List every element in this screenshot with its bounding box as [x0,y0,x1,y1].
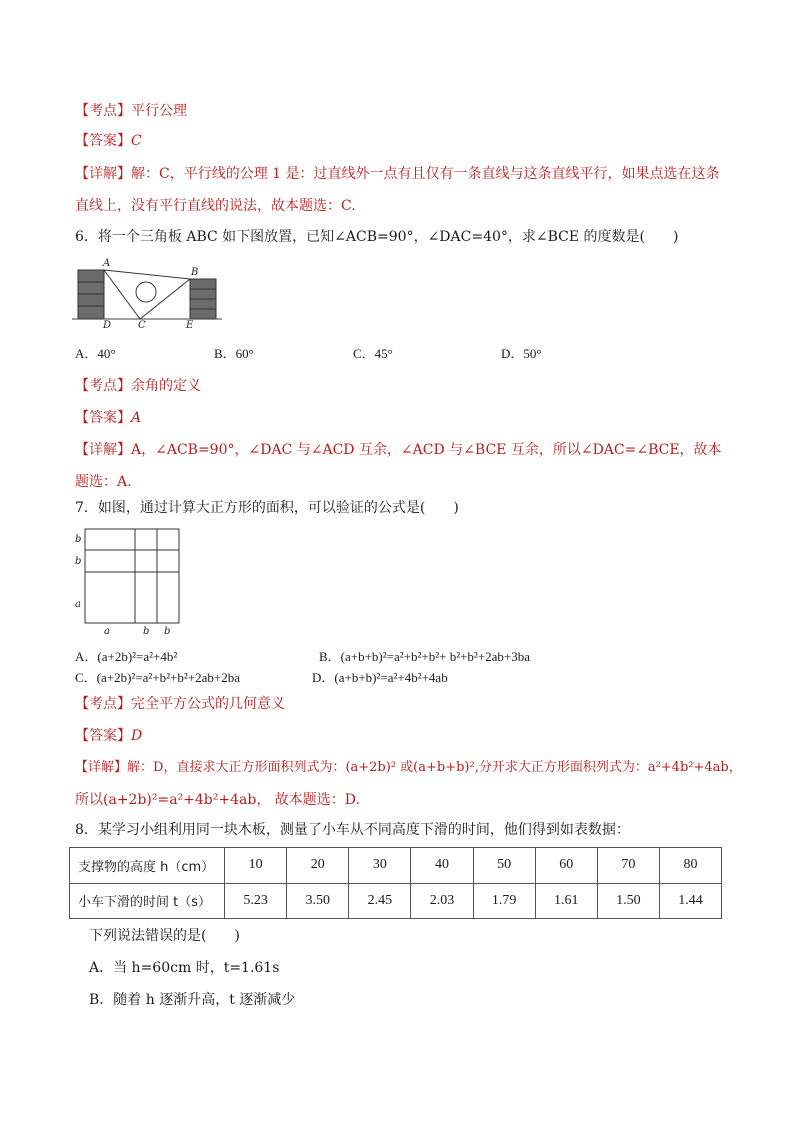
explain-tag: 【详解】 [75,760,128,775]
explain-text: A，∠ACB=90°，∠DAC 与∠ACD 互余，∠ACD 与∠BCE 互余，所以∠DAC=∠BCE，故本 [131,442,722,458]
q7-option-b[interactable]: B．(a+b+b)²=a²+b²+b²+ b²+b²+2ab+3ba [319,649,531,664]
row-head-time: 小车下滑的时间 t（s） [70,883,225,919]
left-block-stack [78,270,104,319]
q6-stem: 6．将一个三角板 ABC 如下图放置，已知∠ACB=90°，∠DAC=40°，求∠BCE 的度数是( ) [75,229,679,245]
table-cell: 60 [535,848,597,884]
answer-text: D [131,728,143,744]
table-row-time [70,883,722,919]
answer-tag: 【答案】 [75,728,131,744]
q6-explain-line1 [75,440,722,460]
big-square [85,529,179,623]
right-block-stack [190,279,216,319]
left-label-b1: b [75,534,82,545]
table-cell: 80 [659,848,721,884]
table-cell: 30 [349,848,411,884]
table-cell: 10 [225,848,287,884]
q8-option-a[interactable]: A．当 h=60cm 时，t=1.61s [89,960,280,976]
label-c: C [138,320,146,331]
q6-kaodian-line [75,376,201,396]
kaodian-tag: 【考点】 [75,696,131,712]
answer-text: C [131,133,142,149]
explain-tag: 【详解】 [75,442,131,458]
kaodian-tag: 【考点】 [75,378,131,394]
q6-option-b[interactable]: B．60° [214,346,254,361]
q5-explain-line2: 直线上，没有平行直线的说法，故本题选：C. [75,198,356,214]
q6-option-c[interactable]: C．45° [353,346,393,361]
row-head-height: 支撑物的高度 h（cm） [70,848,225,884]
left-label-a: a [75,599,81,610]
q7-answer-line [75,726,142,746]
q7-option-c[interactable]: C．(a+2b)²=a²+b²+b²+2ab+2ba [75,670,240,685]
bottom-label-b2: b [164,626,171,637]
kaodian-text: 余角的定义 [131,378,201,394]
q6-figure [72,258,222,336]
answer-tag: 【答案】 [75,410,131,426]
table-row-height [70,848,722,884]
q7-stem: 7．如图，通过计算大正方形的面积，可以验证的公式是( ) [75,500,459,516]
table-cell: 1.44 [659,883,721,919]
label-e: E [186,320,194,331]
q7-option-a[interactable]: A．(a+2b)²=a²+4b² [75,649,178,664]
table-cell: 3.50 [287,883,349,919]
answer-tag: 【答案】 [75,133,131,149]
kaodian-tag: 【考点】 [75,103,131,119]
q5-answer-line [75,131,142,151]
big-square-figure [72,527,187,627]
label-b: B [191,267,199,278]
label-a: A [103,258,111,269]
table-cell: 1.79 [473,883,535,919]
q8-stem: 8．某学习小组利用同一块木板，测量了小车从不同高度下滑的时间，他们得到如表数据： [75,822,630,838]
table-cell: 1.50 [597,883,659,919]
q5-kaodian-line [75,101,187,121]
explain-text: 解：D，直接求大正方形面积列式为：(a+2b)² 或(a+b+b)²,分开求大正方形面积列式为：a²+4b²+4ab， [127,760,742,775]
table-cell: 20 [287,848,349,884]
q7-explain-line1 [75,758,742,778]
q5-explain-line1 [75,164,720,184]
answer-text: A [131,410,142,426]
q6-option-a[interactable]: A．40° [75,346,116,361]
table-cell: 5.23 [225,883,287,919]
triangle-hole [136,282,156,302]
table-cell: 40 [411,848,473,884]
q7-figure [72,527,187,639]
kaodian-text: 完全平方公式的几何意义 [131,696,285,712]
table-cell: 70 [597,848,659,884]
label-d: D [103,320,112,331]
q6-option-d[interactable]: D．50° [501,346,542,361]
explain-tag: 【详解】 [75,166,131,182]
table-cell: 1.61 [535,883,597,919]
bottom-label-a: a [104,626,110,637]
q8-data-table [69,847,722,919]
table-cell: 2.45 [349,883,411,919]
q7-kaodian-line [75,694,285,714]
triangle-on-blocks-figure [72,264,222,336]
table-cell: 2.03 [411,883,473,919]
q6-answer-line [75,408,141,428]
q8-option-b[interactable]: B．随着 h 逐渐升高，t 逐渐减少 [89,992,296,1008]
triangle-abc [104,270,190,319]
q6-explain-line2: 题选：A. [75,474,132,490]
table-cell: 50 [473,848,535,884]
bottom-label-b1: b [143,626,150,637]
q8-sub-stem: 下列说法错误的是( ) [89,928,240,944]
left-label-b2: b [75,556,82,567]
explain-text: 解：C，平行线的公理 1 是：过直线外一点有且仅有一条直线与这条直线平行，如果点选在这条 [131,166,720,182]
q7-explain-line2: 所以(a+2b)²=a²+4b²+4ab， 故本题选：D. [75,792,360,808]
kaodian-text: 平行公理 [131,103,187,119]
q7-option-d[interactable]: D．(a+b+b)²=a²+4b²+4ab [312,670,448,685]
